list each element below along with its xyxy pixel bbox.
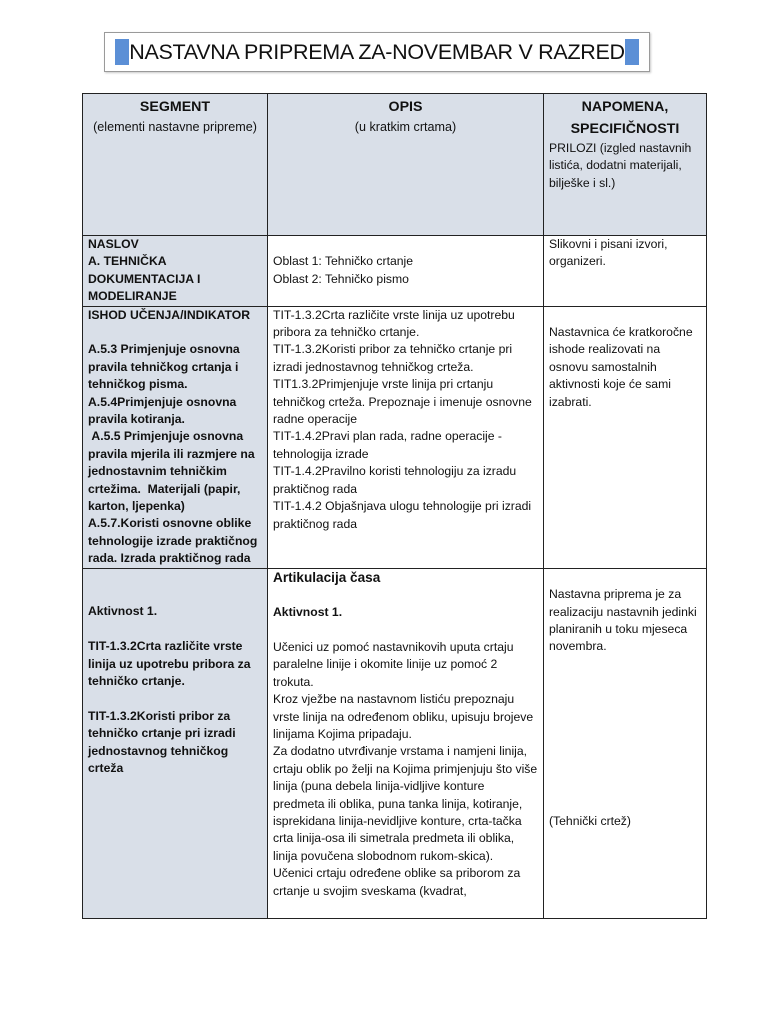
napomena-header: NAPOMENA, SPECIFIČNOSTI (570, 99, 680, 137)
aktivnost-napomena-crtez: (Tehnički crtež) (549, 813, 631, 828)
aktivnost-title: Aktivnost 1. (88, 604, 158, 619)
aktivnost-subheading: Aktivnost 1. (273, 605, 343, 620)
aktivnost-segment-cell (83, 568, 268, 918)
title-frame (104, 32, 650, 72)
ishod-opis-item: TIT-1.3.2Koristi pribor za tehničko crtanje pri izradi jednostavnog tehničkog crteža. (273, 342, 513, 374)
ishod-row (83, 306, 707, 568)
naslov-label: NASLOV (88, 237, 139, 251)
aktivnost-description: Učenici uz pomoć nastavnikovih uputa crtaju paralelne linije i okomite linije uz pomoć 2 trokuta. Kroz vježbe na nastavnom listiću prepoznaju vrste linija na određenom obliku, upisuju brojeve linijama Kojima pripadaju. Za dodatno utvrđivanje vrstama i namjeni linija, crtaju oblik po želji na Kojima primjenjuju što više linija (puna debela linija-vidljive konture predmeta ili oblika, puna tanka linija, kotiranje, isprekidana linija-nevidljive konture, crta-tačka crta linija-osa ili simetrala predmeta ili oblika, linija povučena slobodnom rukom-skica). Učenici crtaju određene oblike sa priborom za crtanje u svojim sveskama (kvadrat, (273, 639, 538, 898)
ishod-item: A.5.5 Primjenjuje osnovna pravila mjerila ili razmjere na jednostavnim tehničkim crtežima. Materijali (papir, karton, ljepenka) (88, 429, 259, 514)
napomena-header-cell (544, 94, 707, 236)
ishod-napomena-cell (544, 306, 707, 568)
aktivnost-item: TIT-1.3.2Crta različite vrste linija uz upotrebu pribora za tehničko crtanje. (88, 639, 251, 689)
aktivnost-item: TIT-1.3.2Koristi pribor za tehničko crtanje pri izradi jednostavnog tehničkog crteža (88, 708, 236, 776)
napomena-subheader: PRILOZI (izgled nastavnih listića, dodatni materijali, bilješke i sl.) (549, 141, 692, 190)
ishod-opis-item: TIT1.3.2Primjenjuje vrste linija pri crtanju tehničkog crteža. Prepoznaje i imenuje osnovne radne operacije (273, 377, 532, 427)
segment-header: SEGMENT (139, 99, 211, 115)
naslov-oblast-1: Oblast 1: Tehničko crtanje (273, 254, 414, 269)
naslov-segment-cell (83, 236, 268, 307)
ishod-opis-item: TIT-1.3.2Crta različite vrste linija uz upotrebu pribora za tehničko crtanje. (273, 307, 515, 340)
aktivnost-opis-cell (268, 568, 544, 918)
naslov-row (83, 236, 707, 307)
lesson-plan-table (82, 93, 707, 919)
artikulacija-heading: Artikulacija časa (273, 569, 381, 585)
ishod-opis-item: TIT-1.4.2 Objašnjava ulogu tehnologije pri izradi praktičnog rada (273, 499, 532, 531)
ishod-opis-item: TIT-1.4.2Pravi plan rada, radne operacije - tehnologija izrade (273, 429, 502, 461)
ishod-item: A.5.3 Primjenjuje osnovna pravila tehničkog crtanja i tehničkog pisma. (88, 342, 240, 392)
opis-header: OPIS (388, 99, 423, 115)
ishod-opis-cell (268, 306, 544, 568)
ishod-napomena: Nastavnica će kratkoročne ishode realizovati na osnovu samostalnih aktivnosti koje će sami izabrati. (549, 325, 693, 409)
aktivnost-napomena: Nastavna priprema je za realizaciju nastavnih jedinki planiranih u toku mjeseca novembra. (549, 587, 697, 654)
page-title: NASTAVNA PRIPREMA ZA-NOVEMBAR V RAZRED (129, 39, 625, 64)
aktivnost-napomena-cell (544, 568, 707, 918)
naslov-area: A. TEHNIČKA DOKUMENTACIJA I MODELIRANJE (88, 254, 201, 304)
title-bar (115, 39, 639, 65)
segment-header-cell (83, 94, 268, 236)
naslov-opis-cell (268, 236, 544, 307)
segment-subheader: (elementi nastavne pripreme) (93, 120, 257, 134)
ishod-segment-cell (83, 306, 268, 568)
naslov-napomena-cell (544, 236, 707, 307)
header-row (83, 94, 707, 236)
ishod-item: A.5.4Primjenjuje osnovna pravila kotiranja. (88, 394, 237, 427)
ishod-opis-item: TIT-1.4.2Pravilno koristi tehnologiju za izradu praktičnog rada (273, 464, 517, 496)
ishod-item: A.5.7.Koristi osnovne oblike tehnologije izrade praktičnog rada. Izrada praktičnog rada (88, 516, 258, 566)
aktivnost-row (83, 568, 707, 918)
ishod-heading: ISHOD UČENJA/INDIKATOR (88, 307, 251, 322)
naslov-oblast-2: Oblast 2: Tehničko pismo (273, 271, 409, 286)
naslov-napomena: Slikovni i pisani izvori, organizeri. (549, 237, 668, 269)
opis-subheader: (u kratkim crtama) (354, 120, 457, 134)
opis-header-cell (268, 94, 544, 236)
